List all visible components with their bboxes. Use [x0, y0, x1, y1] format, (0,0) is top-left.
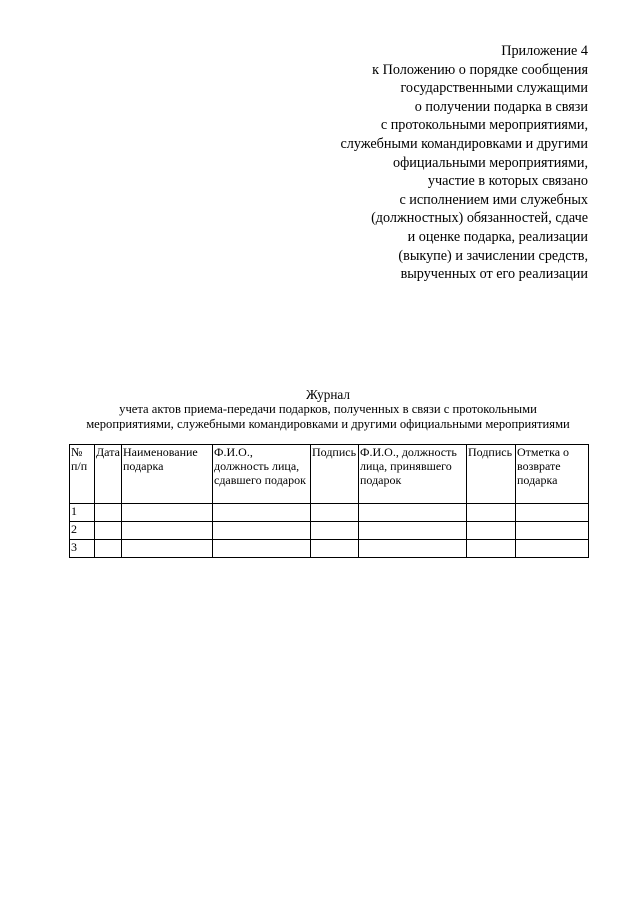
table-cell	[467, 540, 516, 558]
appendix-line: с протокольными мероприятиями,	[380, 117, 588, 134]
table-cell	[213, 540, 311, 558]
appendix-line: (должностных) обязанностей, сдаче	[371, 210, 588, 227]
journal-title: Журнал	[306, 387, 350, 402]
appendix-line: о получении подарка в связи	[414, 98, 588, 115]
table-row	[70, 540, 589, 558]
table-cell	[516, 504, 589, 522]
table-cell: 1	[70, 504, 95, 522]
appendix-line: вырученных от его реализации	[400, 266, 588, 283]
table-cell	[95, 522, 122, 540]
table-cell: 3	[70, 540, 95, 558]
table-cell	[516, 522, 589, 540]
journal-subtitle-line: мероприятиями, служебными командировками и другими официальными мероприятиями	[86, 417, 570, 431]
appendix-line: к Положению о порядке сообщения	[372, 61, 588, 78]
table-cell	[95, 540, 122, 558]
header-date: Дата	[95, 445, 122, 504]
table-cell	[122, 522, 213, 540]
table-cell: 2	[70, 522, 95, 540]
register-table	[69, 444, 589, 558]
header-handed-over-by: Ф.И.О., должность лица, сдавшего подарок	[213, 445, 311, 504]
table-cell	[359, 540, 467, 558]
appendix-line: и оценке подарка, реализации	[407, 228, 588, 245]
header-received-by: Ф.И.О., должность лица, принявшего подарок	[359, 445, 467, 504]
table-cell	[311, 504, 359, 522]
header-gift-name: Наименование подарка	[122, 445, 213, 504]
table-cell	[213, 522, 311, 540]
header-signature-2: Подпись	[467, 445, 516, 504]
appendix-line: участие в которых связано	[427, 173, 588, 190]
table-cell	[95, 504, 122, 522]
table-row	[70, 504, 589, 522]
table-cell	[516, 540, 589, 558]
table-cell	[359, 504, 467, 522]
table-cell	[122, 540, 213, 558]
table-cell	[311, 540, 359, 558]
appendix-line: государственными служащими	[400, 80, 588, 97]
table-cell	[311, 522, 359, 540]
header-signature-1: Подпись	[311, 445, 359, 504]
table-header-row	[70, 445, 589, 504]
table-cell	[467, 522, 516, 540]
appendix-line: официальными мероприятиями,	[393, 154, 588, 171]
header-return-mark: Отметка о возврате подарка	[516, 445, 589, 504]
appendix-line: с исполнением ими служебных	[399, 191, 588, 208]
journal-heading	[0, 387, 640, 432]
appendix-header	[258, 42, 588, 284]
table-cell	[359, 522, 467, 540]
table-cell	[122, 504, 213, 522]
header-number: № п/п	[70, 445, 95, 504]
table-cell	[467, 504, 516, 522]
table-cell	[213, 504, 311, 522]
appendix-line: (выкупе) и зачислении средств,	[398, 247, 588, 264]
appendix-line: Приложение 4	[501, 43, 588, 59]
appendix-line: служебными командировками и другими	[340, 135, 588, 152]
journal-subtitle-line: учета актов приема-передачи подарков, полученных в связи с протокольными	[119, 402, 537, 416]
table-row	[70, 522, 589, 540]
